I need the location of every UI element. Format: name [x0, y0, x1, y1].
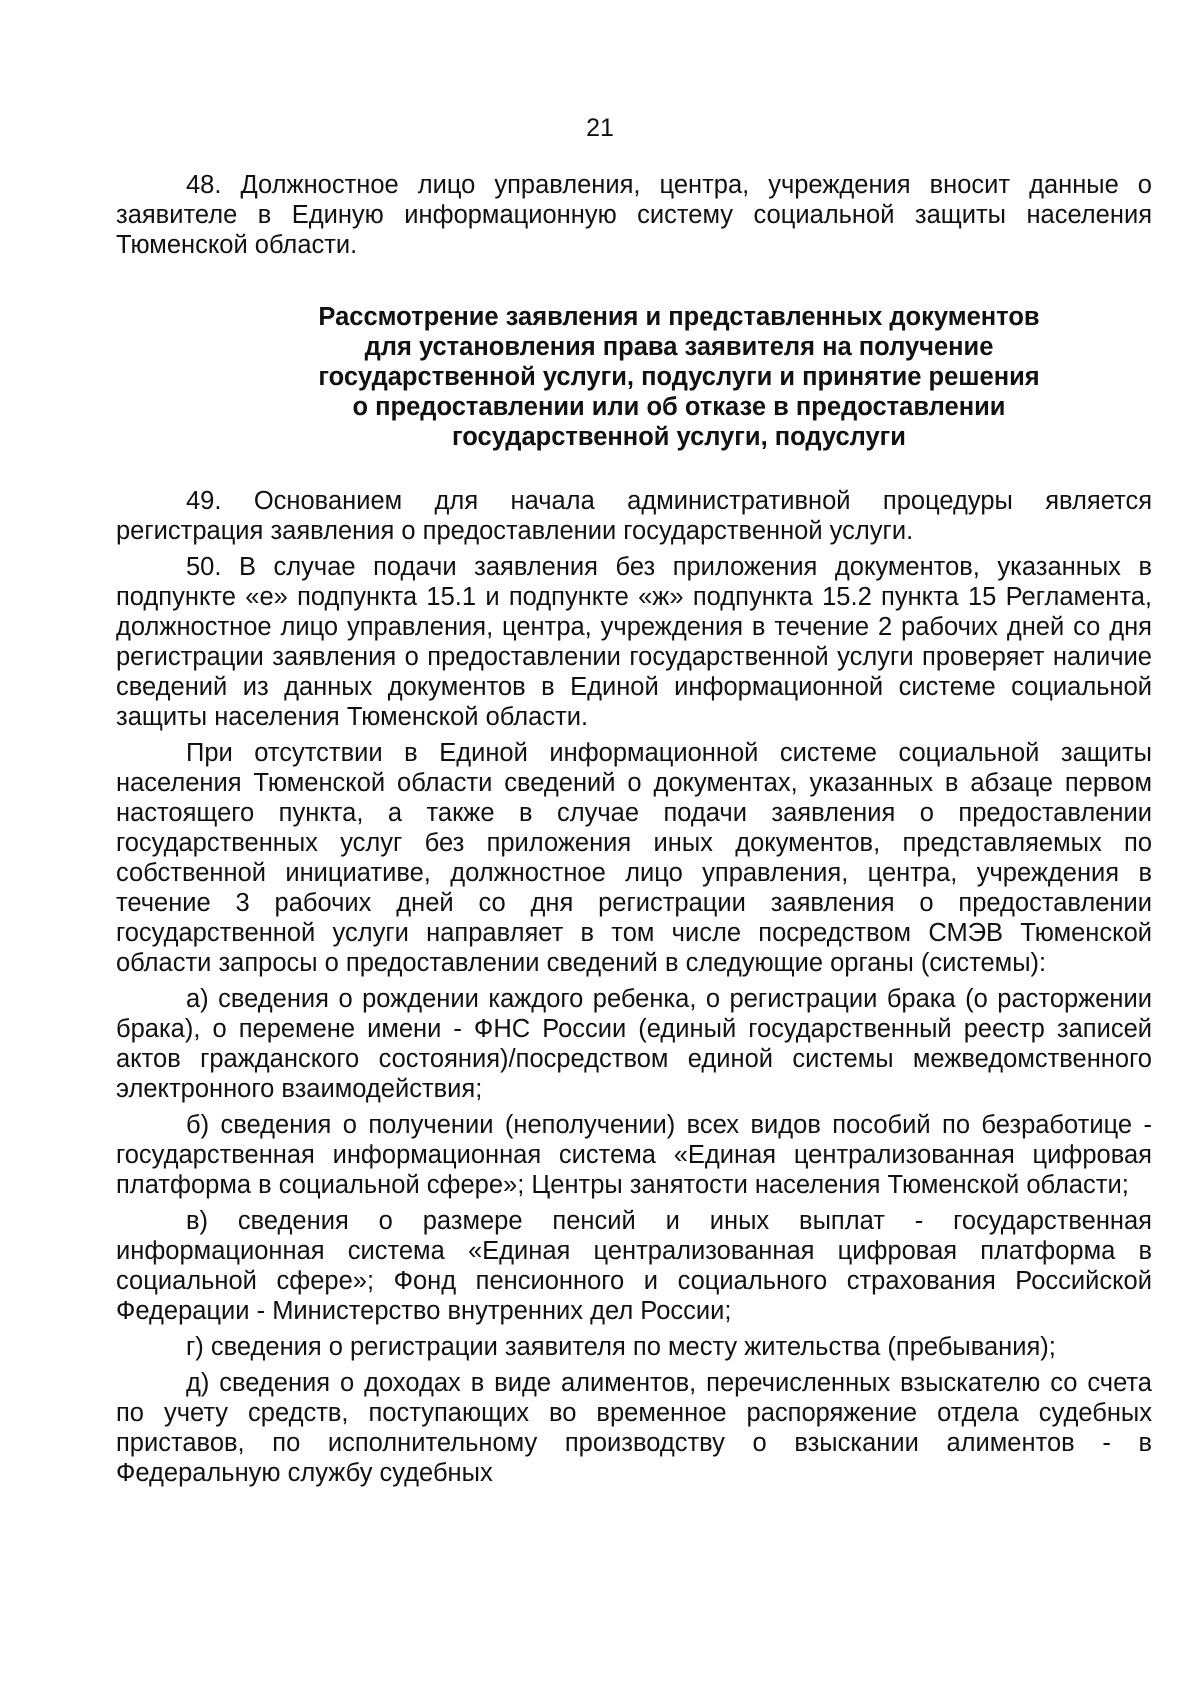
paragraph-49: 49. Основанием для начала административной процедуры является регистрация заявления о предоставлении государственной услуги. [116, 487, 1152, 545]
section-title-line: государственной услуги, подуслуги [452, 423, 906, 451]
section-title [116, 302, 1152, 452]
paragraph-48: 48. Должностное лицо управления, центра, учреждения вносит данные о заявителе в Единую информационную систему социальной защиты населения Тюменской области. [116, 171, 1152, 259]
section-title-line: о предоставлении или об отказе в предоставлении [352, 393, 1006, 421]
paragraph-50-continued: При отсутствии в Единой информационной системе социальной защиты населения Тюменской области сведений о документах, указанных в абзаце первом настоящего пункта, а также в случае подачи заявления о предоставлении государственных услуг без приложения иных документов, представляемых по собственной инициативе, должностное лицо управления, центра, учреждения в течение 3 рабочих дней со дня регистрации заявления о предоставлении государственной услуги направляет в том числе посредством СМЭВ Тюменской области запросы о предоставлении сведений в следующие органы (системы): [116, 739, 1152, 977]
list-item-v: в) сведения о размере пенсий и иных выплат - государственная информационная система «Единая централизованная цифровая платформа в социальной сфере»; Фонд пенсионного и социального страхования Российской Федерации - Министерство внутренних дел России; [116, 1207, 1152, 1325]
section-title-line: для установления права заявителя на получение [364, 333, 994, 361]
document-body [116, 170, 1152, 1494]
section-title-line: Рассмотрение заявления и представленных документов [318, 303, 1040, 331]
list-item-d: д) сведения о доходах в виде алиментов, перечисленных взыскателю со счета по учету средств, поступающих во временное распоряжение отдела судебных приставов, по исполнительному производству о взыскании алиментов - в Федеральную службу судебных [116, 1369, 1152, 1487]
list-item-b: б) сведения о получении (неполучении) всех видов пособий по безработице - государственная информационная система «Единая централизованная цифровая платформа в социальной сфере»; Центры занятости населения Тюменской области; [116, 1111, 1152, 1199]
list-item-g: г) сведения о регистрации заявителя по месту жительства (пребывания); [186, 1333, 1056, 1361]
page-number: 21 [586, 114, 614, 142]
section-title-line: государственной услуги, подуслуги и принятие решения [318, 363, 1040, 391]
paragraph-50: 50. В случае подачи заявления без приложения документов, указанных в подпункте «е» подпункта 15.1 и подпункте «ж» подпункта 15.2 пункта 15 Регламента, должностное лицо управления, центра, учреждения в течение 2 рабочих дней со дня регистрации заявления о предоставлении государственной услуги проверяет наличие сведений из данных документов в Единой информационной системе социальной защиты населения Тюменской области. [116, 553, 1152, 731]
list-item-a: а) сведения о рождении каждого ребенка, о регистрации брака (о расторжении брака), о перемене имени - ФНС России (единый государственный реестр записей актов гражданского состояния)/посредством единой системы межведомственного электронного взаимодействия; [116, 985, 1152, 1103]
